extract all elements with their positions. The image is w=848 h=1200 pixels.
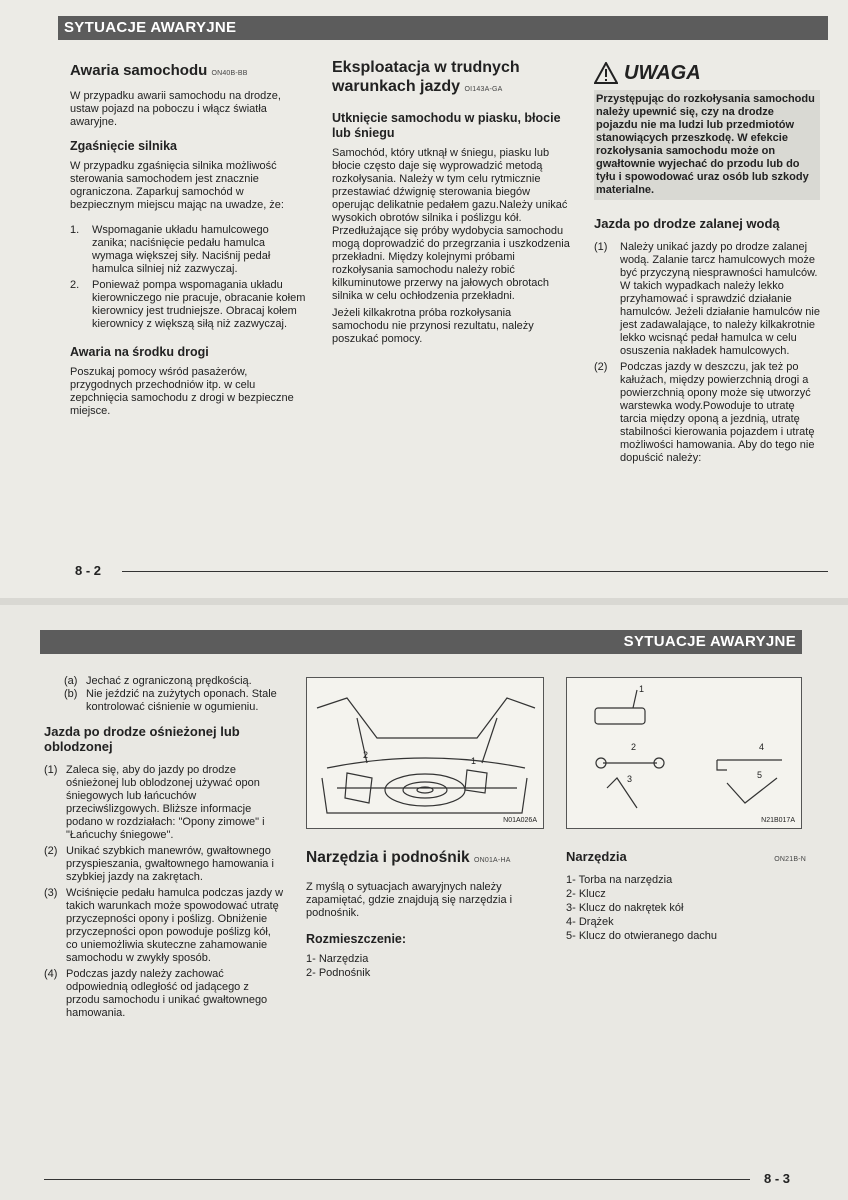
column-2 [306,849,546,981]
svg-text:4: 4 [759,742,765,752]
numbered-list [44,764,284,1020]
list-item [44,887,284,965]
list-marker: 1. [70,224,80,236]
subsection-title: Jazda po drodze ośnieżonej lub oblodzonej [44,724,240,754]
list-marker: (2) [594,361,608,373]
subsection-title: Awaria na środku drogi [70,345,209,359]
location-list [306,953,546,980]
list-item [594,241,820,358]
section-title-text: Eksploatacja w trudnych warunkach jazdy [332,59,520,95]
list-item: 2- Podnośnik [306,967,371,979]
list-item [64,675,284,688]
warning-triangle-icon [594,62,618,84]
section-title-text: Narzędzia i podnośnik [306,849,470,866]
section-title [306,849,546,869]
section-title: Narzędzia [566,849,627,864]
page-bottom [0,605,848,1200]
lettered-list [64,675,284,714]
list-item: 5- Klucz do otwieranego dachu [566,930,718,942]
subsection-title: Rozmieszczenie: [306,932,407,946]
list-item [64,688,284,714]
list-text: Nie jeździć na zużytych oponach. Stale kontrolować ciśnienie w ogumieniu. [86,688,277,713]
list-text: Wciśnięcie pedału hamulca podczas jazdy w takich warunkach może spowodować utratę przyczepności opony i poślizg. Obniżenie przyczepności opon powoduje poślizg kół, co uniemożliwia skuteczne zahamowanie samochodu w zwykły sposób. [66,887,284,964]
section-title-text: Awaria samochodu [70,62,208,79]
list-text: Ponieważ pompa wspomagania układu kierowniczego nie pracuje, obracanie kołem kierownicy jest trudniejsze. Obracaj kołem kierownicy z większą siłą niż zazwyczaj. [92,279,306,330]
list-item: 2- Klucz [566,888,606,900]
figure-code: N01A026A [503,817,537,824]
tools-illustration [566,677,802,829]
list-marker: (a) [64,675,78,687]
tools-list [566,874,806,943]
section-title [332,58,570,99]
column-2 [332,58,570,350]
list-marker: (3) [44,887,58,899]
reference-code: ON40B-BB [211,70,248,77]
column-1 [44,675,284,1023]
list-marker: (1) [44,764,58,776]
list-item: 1- Narzędzia [306,953,369,965]
page-top [0,0,848,598]
paragraph: W przypadku zgaśnięcia silnika możliwość sterowania samochodem jest znacznie ograniczona. Zaparkuj samochód w bezpiecznym miejscu mając na uwadze, że: [70,160,284,211]
list-item [44,764,284,842]
trunk-illustration [306,677,544,829]
section-header-bar [40,630,802,654]
warning-text: Przystępując do rozkołysania samochodu należy upewnić się, czy na drodze pojazdu nie ma ludzi lub przedmiotów stanowiących przeszkodę. W efekcie rozkołysania samochodu może on gwałtownie wyjechać do przodu lub do tyłu i spowodować uraz osób lub szkody materialne. [594,90,820,200]
section-header-text: SYTUACJE AWARYJNE [623,633,796,650]
section-header-text: SYTUACJE AWARYJNE [64,19,237,36]
section-title [70,62,306,82]
paragraph: Samochód, który utknął w śniegu, piasku lub błocie często daje się wyprowadzić metodą rozkołysania. Należy w tym celu rytmicznie przestawiać dźwignię sterowania biegów operując delikatnie pedałem gazu.Należy unikać wysokich obrotów silnika i poślizgu kół. Przedłużające się próby wydobycia samochodu mogą doprowadzić do przegrzania i uszkodzenia przekładni. Między kolejnymi próbami rozkołysania samochodu należy robić kilkuminutowe przerwy na jałowych obrotach silnika w celu ochłodzenia przekładni. [332,147,570,302]
subsection-title: Utknięcie samochodu w piasku, błocie lub śniegu [332,111,561,140]
section-title-row [566,849,806,866]
list-text: Wspomaganie układu hamulcowego zanika; naciśnięcie pedału hamulca wymaga większej siły. Naciśnij pedał hamulca silniej niż zazwyczaj. [92,224,271,275]
list-item [70,279,306,331]
list-item: 3- Klucz do nakrętek kół [566,902,684,914]
subsection-title: Zgaśnięcie silnika [70,139,177,153]
paragraph: Poszukaj pomocy wśród pasażerów, przygodnych przechodniów itp. w celu zepchnięcia samochodu z drogi w bezpieczne miejsce. [70,366,294,417]
list-text: Unikać szybkich manewrów, gwałtownego przyspieszania, gwałtownego hamowania i szybkiej jazdy na zakrętach. [66,845,274,883]
page-number: 8 - 3 [764,1171,791,1186]
list-text: Należy unikać jazdy po drodze zalanej wodą. Zalanie tarcz hamulcowych może być przyczyną niesprawności hamulców. W takich wypadkach należy lekko przyhamować i sprawdzić działanie hamulców. Jeżeli działanie hamulców nie jest zadawalające, to należy kilkakrotnie lekko wcisnąć pedał hamulca w celu osuszenia nakładek hamulcowych. [620,241,820,357]
list-item: 1- Torba na narzędzia [566,874,673,886]
figure-code: N21B017A [761,817,795,824]
list-item [44,845,284,884]
footer-rule [44,1179,750,1180]
column-3 [594,62,820,468]
svg-text:1: 1 [471,756,477,766]
reference-code: ON21B-N [774,856,806,863]
svg-text:2: 2 [631,742,637,752]
tools-drawing [567,678,801,828]
list-text: Podczas jazdy w deszczu, jak też po kałużach, między powierzchnią drogi a powierzchnią opony może się utworzyć warstewka wody.Powoduje to utratę tarcia między oponą a jezdnią, utratę stabilności kierowania pojazdem i utratę możliwości hamowania. Aby do tego nie dopuścić należy: [620,361,815,464]
list-marker: (4) [44,968,58,980]
list-item [594,361,820,465]
svg-text:3: 3 [627,774,633,784]
svg-text:1: 1 [639,684,645,694]
trunk-tools-drawing [307,678,543,828]
footer-rule [122,571,828,572]
list-marker: 2. [70,279,80,291]
list-marker: (1) [594,241,608,253]
section-header-bar [58,16,828,40]
paragraph: Z myślą o sytuacjach awaryjnych należy zapamiętać, gdzie znajdują się narzędzia i podnośnik. [306,881,513,919]
warning-title: UWAGA [624,61,701,84]
list-marker: (b) [64,688,78,700]
list-text: Podczas jazdy należy zachować odpowiednią odległość od jadącego z przodu samochodu i unikać gwałtownego hamowania. [66,968,268,1019]
subsection-title: Jazda po drodze zalanej wodą [594,216,780,231]
list-marker: (2) [44,845,58,857]
list-item [70,224,306,276]
reference-code: ON01A-HA [473,857,511,864]
column-1 [70,62,306,422]
warning-heading [594,62,820,84]
page-number: 8 - 2 [75,563,102,578]
list-text: Jechać z ograniczoną prędkością. [86,675,252,687]
list-item: 4- Drążek [566,916,614,928]
list-text: Zaleca się, aby do jazdy po drodze ośnieżonej lub oblodzonej używać opon śniegowych lub łańcuchów przeciwślizgowych. Bliższe informacje podano w rozdziałach: "Opony zimowe" i "Łańcuchy śniegowe". [66,764,265,841]
svg-text:5: 5 [757,770,763,780]
reference-code: OI143A-GA [464,86,503,93]
column-3 [566,849,806,944]
numbered-list [70,224,306,331]
paragraph: Jeżeli kilkakrotna próba rozkołysania samochodu nie przynosi rezultatu, należy poszukać pomocy. [332,307,534,345]
paragraph: W przypadku awarii samochodu na drodze, ustaw pojazd na poboczu i włącz światła awaryjne. [70,90,281,128]
list-item [44,968,284,1020]
numbered-list [594,241,820,465]
svg-text:2: 2 [363,750,369,760]
